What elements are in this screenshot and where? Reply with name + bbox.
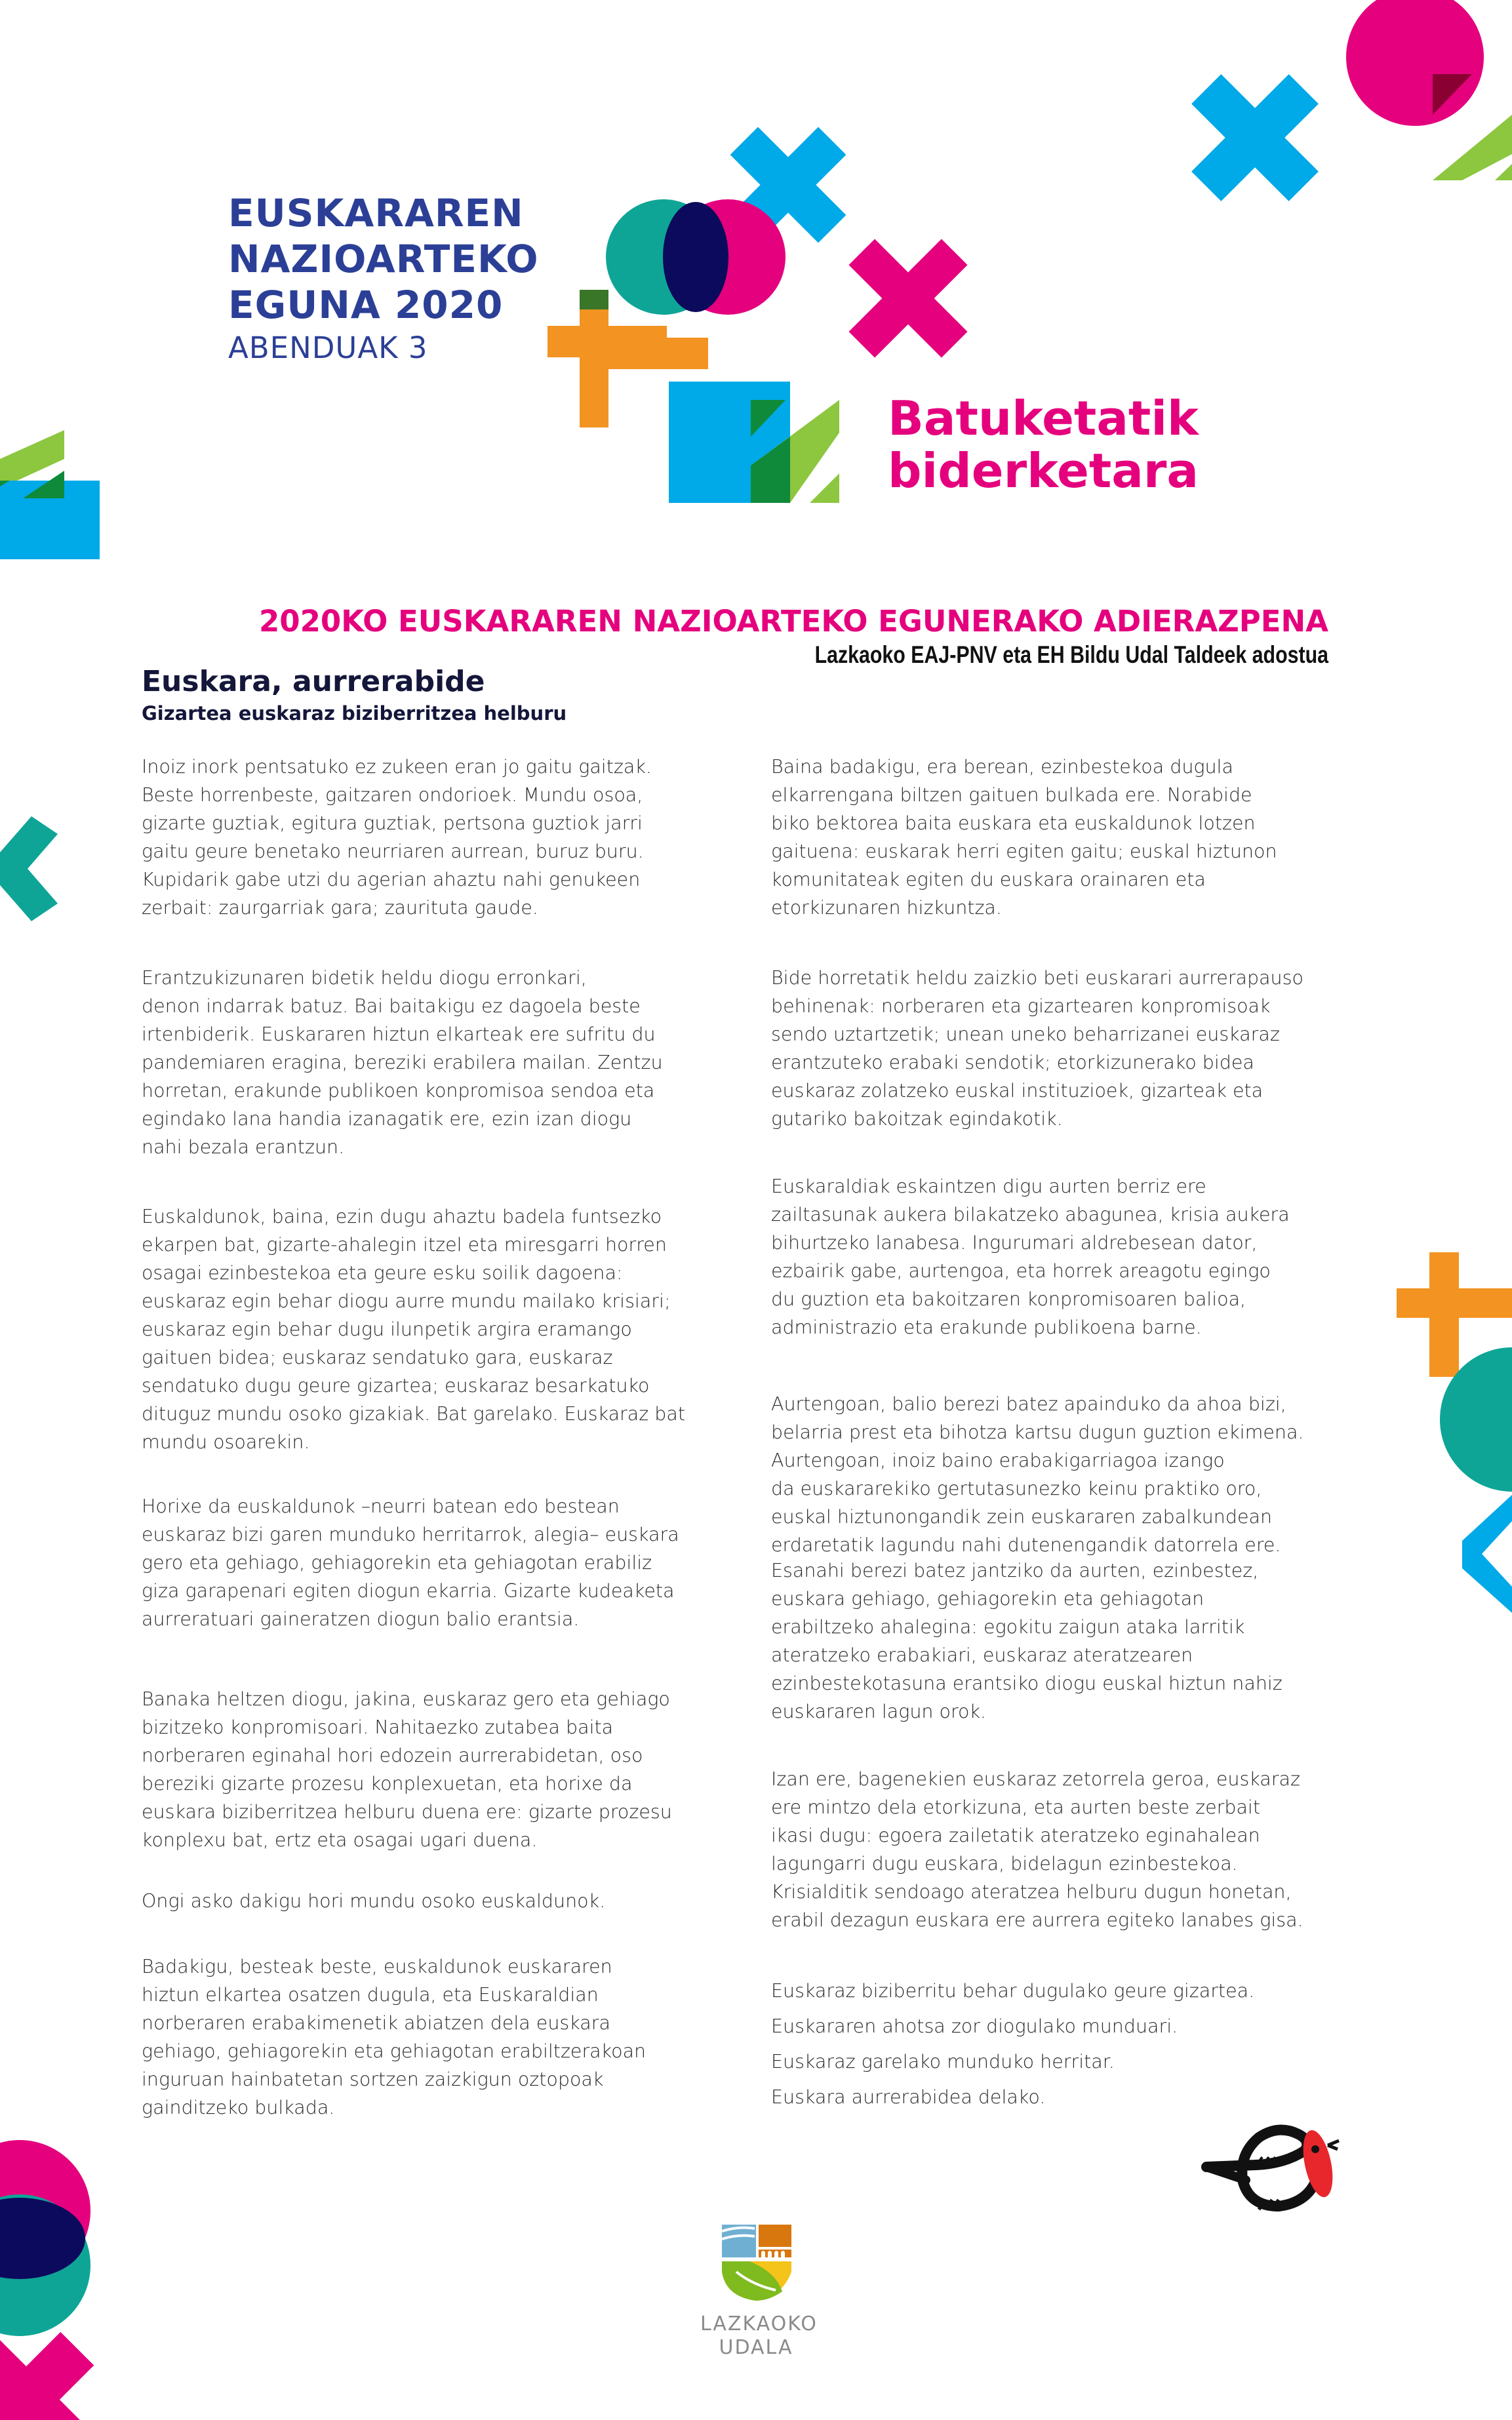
slogan (888, 392, 1199, 497)
declaration-title: 2020KO EUSKARAREN NAZIOARTEKO EGUNERAKO ADIERAZPENA (258, 604, 1328, 639)
event-title-block (228, 190, 539, 368)
slogan-line: Batuketatik (888, 391, 1199, 446)
paragraph: Baina badakigu, era berean, ezinbestekoa dugula elkarrengana biltzen gaituen bulkada ere. Norabide biko bektorea baita euskara eta euskaldunok lotzen gaituena: euskarak herri egiten gaitu; euskal hiztunon komunitateak egiten du euskara orainaren eta etorkizunaren hizkuntza. (771, 756, 1277, 919)
slogan-line: biderketara (888, 443, 1199, 498)
teal-circle-bottom-left (0, 2194, 90, 2336)
paragraph: Ongi asko dakigu hori mundu osoko euskaldunok. (142, 1890, 606, 1912)
paragraph: Euskaldunok, baina, ezin dugu ahaztu badela funtsezko ekarpen bat, gizarte-ahalegin itzel eta miresgarri horren osagai ezinbestekoa eta geure esku soilik dagoena: euskaraz egin behar diogu aurre mundu mailako krisiari; euskaraz egin behar dugu ilunpetik argira eramango gaituen bidea; euskaraz sendatuko gara, euskaraz sendatuko dugu geure gizartea; euskaraz besarkatuko dituguz mundu osoko gizakiak. Bat garelako. Euskaraz bat mundu osoarekin. (142, 1206, 685, 1453)
event-title-line: EGUNA 2020 (228, 283, 504, 327)
paragraph: Aurtengoan, balio berezi batez apainduko da ahoa bizi, belarria prest eta bihotza kartsu dugun guztion ekimena. Aurtengoan, inoiz baino erabakigarriagoa izango da euskararekiko gertutasunezko keinu praktiko oro, euskal hiztunongandik zein euskararen zabalkundean erdaretatik lagundu nahi dutenengandik datorrela ere. (771, 1393, 1304, 1556)
orange-plus-horizontal (547, 326, 667, 357)
paragraph: Bide horretatik heldu zaizkio beti euskarari aurrerapauso behinenak: norberaren eta gizartearen konpromisoak sendo uztartzetik; unean uneko beharrizanei euskaraz erantzuteko erabaki sendotik; etorkizunerako bidea euskaraz zolatzeko euskal instituzioek, gizarteak eta gutariko bakoitzak egindakotik. (771, 967, 1303, 1130)
closing-line: Euskaraz biziberritu behar dugulako geure gizartea. (771, 1980, 1255, 2002)
event-title-line: NAZIOARTEKO (228, 237, 539, 281)
green-stripe-shape (751, 400, 786, 437)
teal-circle-right (1440, 1347, 1512, 1492)
magenta-circle-top-right (1346, 0, 1484, 126)
cyan-cross-shape (700, 97, 877, 273)
event-date: ABENDUAK 3 (228, 330, 428, 365)
cyan-chevron-right (1462, 1495, 1512, 1613)
paragraph: Izan ere, bagenekien euskaraz zetorrela geroa, euskaraz ere mintzo dela etorkizuna, eta aurten beste zerbait ikasi dugu: egoera zailetatik ateratzeko eginahalean lagungarri dugu euskara, bidelagun ezinbestekoa. Krisialditik sendoago ateratzea helburu dugun honetan, erabil dezagun euskara ere aurrera egiteko lanabes gisa. (771, 1768, 1303, 1931)
teal-chevron-left (0, 816, 58, 921)
municipality-name: LAZKAOKO UDALA (700, 2312, 818, 2359)
declaration-subtitle: Lazkaoko EAJ-PNV eta EH Bildu Udal Taldeek adostua (814, 641, 1328, 668)
paragraph: Horixe da euskaldunok –neurri batean edo bestean euskaraz bizi garen munduko herritarrok, alegia– euskara gero eta gehiago, gehiagorekin eta gehiagotan erabiliz giza garapenari egiten diogun ekarria. Gizarte kudeaketa aurreratuari gaineratzen diogun balio erantsia. (142, 1496, 679, 1630)
event-title-line: EUSKARAREN (228, 191, 524, 235)
article-heading: Euskara, aurrerabide (142, 665, 485, 698)
magenta-cross-bottom-left (0, 2297, 129, 2420)
lime-stripe-left (0, 430, 64, 488)
teal-circle-shape (606, 199, 721, 315)
lazkaoko-udala-logo (700, 2219, 818, 2360)
orange-plus-shape (590, 338, 708, 369)
paragraph: Euskaraldiak eskaintzen digu aurten berriz ere zailtasunak aukera bilakatzeko abagunea, krisia aukera bihurtzeko lanabesa. Ingurumari aldrebesean dator, ezbairik gabe, aurtengoa, eta horrek areagotu egingo du guztion eta bakoitzaren konpromisoaren balioa, administrazio eta erakunde publikoena barne. (771, 1176, 1290, 1338)
magenta-circle-bottom-left (0, 2140, 90, 2282)
article-subheading: Gizartea euskaraz biziberritzea helburu (142, 702, 567, 724)
orange-plus-vertical (580, 290, 608, 427)
cyan-square-left (0, 481, 100, 559)
orange-plus-right-h (1397, 1288, 1512, 1318)
cyan-cross-top-right (1158, 41, 1353, 235)
navy-overlap-shape (663, 202, 728, 312)
paragraph: Inoiz inork pentsatuko ez zukeen eran jo gaitu gaitzak. Beste horrenbeste, gaitzaren ondorioek. Mundu osoa, gizarte guztiak, egitura guztiak, pertsona guztiok jarri gaitu geure benetako neurriaren aurrean, buruz buru. Kupidarik gabe utzi du agerian ahaztu nahi genukeen zerbait: zaurgarriak gara; zaurituta gaude. (142, 756, 652, 919)
magenta-cross-shape (816, 206, 1001, 391)
paragraph: Esanahi berezi batez jantziko da aurten, ezinbestez, euskara gehiago, gehiagorekin eta gehiagotan erabiltzeko ahalegina: egokitu zaigun ataka larritik ateratzeko erabakiari, euskaraz ateratzearen ezinbestekotasuna erantsiko diogu euskal hiztun nahiz euskararen lagun orok. (771, 1560, 1283, 1722)
closing-line: Euskara aurrerabidea delako. (771, 2086, 1046, 2108)
lazkao-shield-icon (717, 2219, 795, 2305)
closing-line: Euskaraz garelako munduko herritar. (771, 2051, 1115, 2073)
magenta-circle-shape (670, 199, 786, 315)
closing-line: Euskararen ahotsa zor diogulako munduari. (771, 2015, 1178, 2037)
cyan-square-shape (669, 382, 790, 503)
orange-plus-right-v (1429, 1252, 1459, 1377)
paragraph: Erantzukizunaren bidetik heldu diogu erronkari, denon indarrak batuz. Bai baitakigu ez dagoela beste irtenbiderik. Euskararen hiztun elkarteak ere sufritu du pandemiaren eragina, bereziki erabilera mailan. Zentzu horretan, erakunde publikoen konpromisoa sendoa eta egindako lana handia izanagatik ere, ezin izan diogu nahi bezala erantzun. (142, 967, 663, 1158)
euskaraldia-bird-icon (1193, 2105, 1351, 2229)
paragraph: Banaka heltzen diogu, jakina, euskaraz gero eta gehiago bizitzeko konpromisoari. Nahitaezko zutabea baita norberaren eginahal hori edozein aurrerabidetan, oso bereziki gizarte prozesu konplexuetan, eta horixe da euskara biziberritzea helburu duena ere: gizarte prozesu konplexu bat, ertz eta osagai ugari duena. (142, 1688, 672, 1851)
paragraph: Badakigu, besteak beste, euskaldunok euskararen hiztun elkartea osatzen dugula, eta Euskaraldian norberaren erabakimenetik abiatzen dela euskara gehiago, gehiagorekin eta gehiagotan erabiltzerakoan inguruan hainbatetan sortzen zaizkigun oztopoak gainditzeko bulkada. (142, 1956, 647, 2118)
lime-stripe-top-right (1433, 115, 1512, 180)
